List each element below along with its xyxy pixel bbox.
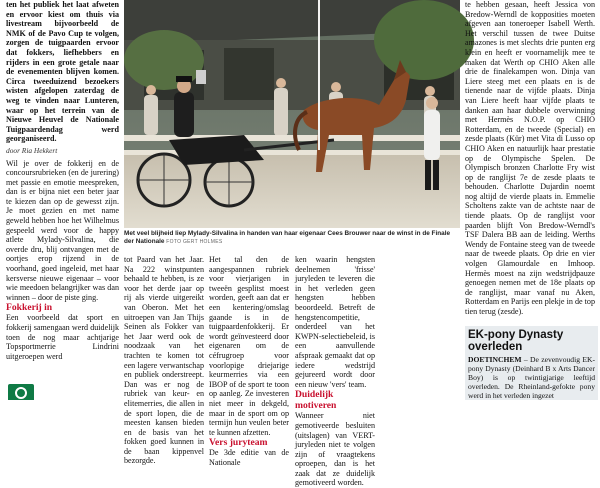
photo-credit: FOTO GERT HOLMES (166, 239, 223, 245)
article-column-3-after: Wanneer niet gemotiveerde besluiten (uitslagen) van VERT-juryleden niet te volgen zijn of vraagtekens oproepen, dan is het zaak dat ze duidelijk gemotiveerd worden. (295, 411, 375, 488)
article-column-2-text: Het tal den de aangespannen rubriek voor vierjarigen in tweeën gesplitst moest worden, geeft aan dat er een kentering/omslag gaande is in de tuigpaardenfokkerij. Er wordt geïnvesteerd door eigenaren om de céfrugroep voor voorlopige driejarige keurmerries via een IBOP of de sport te toon op aanleg. Ze investeren niet meer in dekgeld, maar in de sport om op termijn hun veulen beter te kunnen afzetten. (209, 255, 289, 437)
horse-and-carriage-photo (124, 0, 460, 228)
section-subhead-motiveren: Duidelijk motiveren (295, 389, 337, 412)
article-body-continued: Een voorbeeld dat sport en fokkerij samengaan werd duidelijk toen de nog maar achtjarige Topsportmerrie Lindrini uitgeroepen werd (6, 313, 119, 361)
article-column-3 (295, 255, 376, 488)
article-intro: ten het publiek het laat afweten en ervoor kiest om thuis via livestream bijvoorbeeld de NMK of de Pavo Cup te volgen, zorgen de tuigpaarden ervoor dat fokkers, liefhebbers en rijders in een grote getale naar de evenementen blijven komen. Circa tweeduizend bezoekers wisten afgelopen zaterdag de weg te vinden naar Lunteren, waar op het terrein van de Nieuwe Heuvel de Nationale Tuigpaardendag werd georganiseerd. (6, 0, 119, 144)
article-column-2-after: De 3de editie van de Nationale (209, 448, 289, 467)
news-box-title: EK-pony Dynasty overleden (468, 329, 564, 353)
article-column-1-text: tot Paard van het Jaar. Na 222 winstpunten behaald te hebben, is ze voor het derde jaar op rij als vierde uitgereikt van Oberon. Met het uitroepen van Jan Thijs Seinen als Fokker van het Jaar werd ook de noodzaak van het trachten te komen tot een lagere verwantschap en publiek onderstreept. Dan was er nog de rubriek van keur- en elitemerries, die allen in de sport lopen, die de meesten kansen bieden en de basis van het fokken goed kunnen in de baan kippenvel bezorgde. (124, 255, 204, 466)
photo-caption (124, 230, 460, 252)
news-box-dateline: DOETINCHEM (468, 355, 522, 364)
news-box-text (468, 355, 595, 400)
article-photo (124, 0, 460, 228)
article-column-3-text: ken waarin hengsten deelnemen 'frisse' juryleden te leveren die in het verleden geen hengsten hebben beoordeeld. Betreft de hengstencompetitie, onderdeel van het KWPN-selectiebeleid, is een aanvullende afspraak gemaakt dat op iedere wedstrijd gejureerd wordt door een nieuw 'vers' team. (295, 255, 376, 389)
section-subhead-juryteam: Vers juryteam (209, 437, 268, 449)
article-column-1 (124, 255, 204, 466)
article-column-2 (209, 255, 289, 467)
news-box-body: – De zevenvoudig EK-pony Dynasty (Deinhard B x Arts Dancer Boy) is op twintigjarige leeftijd overleden. De Rheinland-gefokte pony werd in het verleden ingezet (468, 355, 595, 401)
photo-caption-text: Met veel blijheid liep Mylady-Silvalina in handen van haar eigenaar Cees Brouwer naar de winst in de Finale der Nationale (124, 230, 451, 245)
article-byline: door Ria Hekkert (6, 145, 58, 155)
news-box-ekpony (465, 326, 598, 400)
article-body: Wil je over de fokkerij en de concoursrubrieken (en de jurering) met passie en emotie meespreken, dan is er bijna niet een beter jaar te kiezen dan op de gewesst zijn. Je moet gezien en met name geweld hebben hoe het Wilhelmus gespeeld werd voor de happy atlete Mylady-Silvalina, die overde dru, blij ontvangen met de oortjes erop rijzend in de voorhand, goed ingeleid, met haar kersverse nieuwe eigenaar – voor wie meedoen belangrijker was dan winnen – door de piste ging. (6, 158, 119, 302)
left-article-column (6, 0, 119, 400)
right-article-text: te hebben gesaan, heeft Jessica von Bredow-Werndl de kopposities moeten afgeven aan toneroeper Isabell Werth. Het verschil tussen de twee Duitse amazones is met slechts drie punten erg klein en heeft er voornamelijk mee te maken dat Werth op CHIO Aken alle drie de finalekampen won. Dinja van Liere steeg met een plaats en is de tienende naar de vijfde plaats. Dinja van Liere heeft haar vijfde plaats te danken aan haar dubbele overwinning met Hermès N.O.P. op CHIO Rotterdam, en de tweede (Special) en zesde plaats (Kür) met Vita di Lusso op CHIO Aken en natuurlijk haar prestatie op de Olympische Spelen. De Olympisch bronzen Charlotte Fry wist op de ranglijst 7e de zesde plaats te behouden. Charlotte Dujardin noemt nog altijd de vierde plaats in. Emmelie Scholtens zakte van de achtste naar de tiende plaats. Op de ranglijst voor paarden blijft Von Bredow-Werndl's TSF Dalera BB aan de leiding. Werths Wendy de Fontaine steeg van de tweede naar de tweede plaats. Op drie en vier volgen Glamourdale en Imhoop. Hermès moest na zijn wedstrijdpauze genoegen nemen met de 18e plaats op de ranglijst, maar vanaf nu Aken, Rotterdam en Parijs een plekje in de top tien terug (zesde). (465, 0, 595, 316)
publication-logo-icon (8, 384, 34, 400)
section-subhead-fokkerij: Fokkerij in (6, 302, 53, 314)
